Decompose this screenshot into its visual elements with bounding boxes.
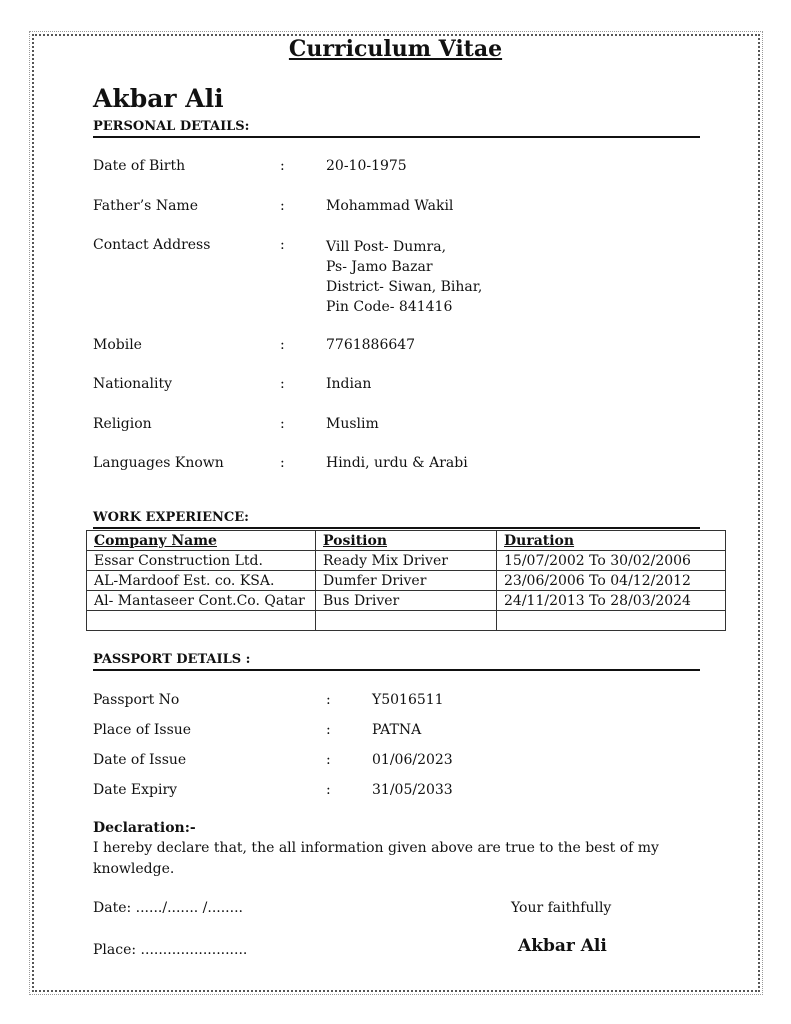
- section-divider: [93, 527, 700, 529]
- column-header: Duration: [497, 531, 726, 551]
- date-field: Date: ....../....... /........: [93, 900, 243, 916]
- duration-cell: [497, 611, 726, 631]
- passport-no-value: Y5016511: [372, 692, 444, 708]
- father-name-value: Mohammad Wakil: [326, 198, 454, 214]
- company-cell: Essar Construction Ltd.: [87, 551, 316, 571]
- work-experience-heading: WORK EXPERIENCE:: [93, 510, 249, 525]
- father-name-colon: :: [280, 198, 285, 214]
- position-cell: Bus Driver: [316, 591, 497, 611]
- table-row: [87, 571, 726, 591]
- company-cell: AL-Mardoof Est. co. KSA.: [87, 571, 316, 591]
- mobile-colon: :: [280, 337, 285, 353]
- religion-label: Religion: [93, 416, 152, 432]
- nationality-label: Nationality: [93, 376, 172, 392]
- signature-name: Akbar Ali: [518, 936, 607, 956]
- date-of-issue-label: Date of Issue: [93, 752, 187, 768]
- declaration-text: I hereby declare that, the all information given above are true to the best of my knowledge.: [93, 840, 659, 877]
- applicant-name: Akbar Ali: [93, 84, 224, 113]
- table-row: [87, 611, 726, 631]
- passport-details-heading: PASSPORT DETAILS :: [93, 652, 251, 667]
- place-field: Place: ........................: [93, 942, 248, 958]
- column-header: Position: [316, 531, 497, 551]
- work-experience-table: [86, 530, 726, 631]
- passport-no-label: Passport No: [93, 692, 180, 708]
- column-header: Company Name: [87, 531, 316, 551]
- languages-colon: :: [280, 455, 285, 471]
- personal-details-heading: PERSONAL DETAILS:: [93, 119, 250, 134]
- date-of-issue-colon: :: [326, 752, 331, 768]
- address-label: Contact Address: [93, 237, 211, 253]
- religion-value: Muslim: [326, 416, 379, 432]
- closing-text: Your faithfully: [511, 900, 612, 916]
- father-name-label: Father’s Name: [93, 198, 198, 214]
- place-of-issue-label: Place of Issue: [93, 722, 192, 738]
- duration-cell: 23/06/2006 To 04/12/2012: [497, 571, 726, 591]
- mobile-value: 7761886647: [326, 337, 416, 353]
- company-cell: [87, 611, 316, 631]
- address-value: [326, 237, 482, 317]
- position-cell: Dumfer Driver: [316, 571, 497, 591]
- table-header-row: [87, 531, 726, 551]
- address-colon: :: [280, 237, 285, 253]
- position-cell: Ready Mix Driver: [316, 551, 497, 571]
- date-expiry-colon: :: [326, 782, 331, 798]
- date-expiry-value: 31/05/2033: [372, 782, 453, 798]
- table-row: [87, 551, 726, 571]
- address-line: District- Siwan, Bihar,: [326, 279, 483, 295]
- date-expiry-label: Date Expiry: [93, 782, 178, 798]
- dob-value: 20-10-1975: [326, 158, 407, 174]
- table-row: [87, 591, 726, 611]
- place-of-issue-value: PATNA: [372, 722, 422, 738]
- declaration-heading: Declaration:-: [93, 820, 196, 836]
- document-title: Curriculum Vitae: [288, 36, 503, 62]
- duration-cell: 24/11/2013 To 28/03/2024: [497, 591, 726, 611]
- religion-colon: :: [280, 416, 285, 432]
- section-divider: [93, 136, 700, 138]
- languages-label: Languages Known: [93, 455, 224, 471]
- date-of-issue-value: 01/06/2023: [372, 752, 453, 768]
- nationality-colon: :: [280, 376, 285, 392]
- place-of-issue-colon: :: [326, 722, 331, 738]
- section-divider: [93, 669, 700, 671]
- languages-value: Hindi, urdu & Arabi: [326, 455, 468, 471]
- company-cell: Al- Mantaseer Cont.Co. Qatar: [87, 591, 316, 611]
- mobile-label: Mobile: [93, 337, 142, 353]
- address-line: Ps- Jamo Bazar: [326, 259, 433, 275]
- address-line: Pin Code- 841416: [326, 299, 453, 315]
- address-line: Vill Post- Dumra,: [326, 239, 447, 255]
- dob-colon: :: [280, 158, 285, 174]
- nationality-value: Indian: [326, 376, 372, 392]
- dob-label: Date of Birth: [93, 158, 186, 174]
- duration-cell: 15/07/2002 To 30/02/2006: [497, 551, 726, 571]
- position-cell: [316, 611, 497, 631]
- passport-no-colon: :: [326, 692, 331, 708]
